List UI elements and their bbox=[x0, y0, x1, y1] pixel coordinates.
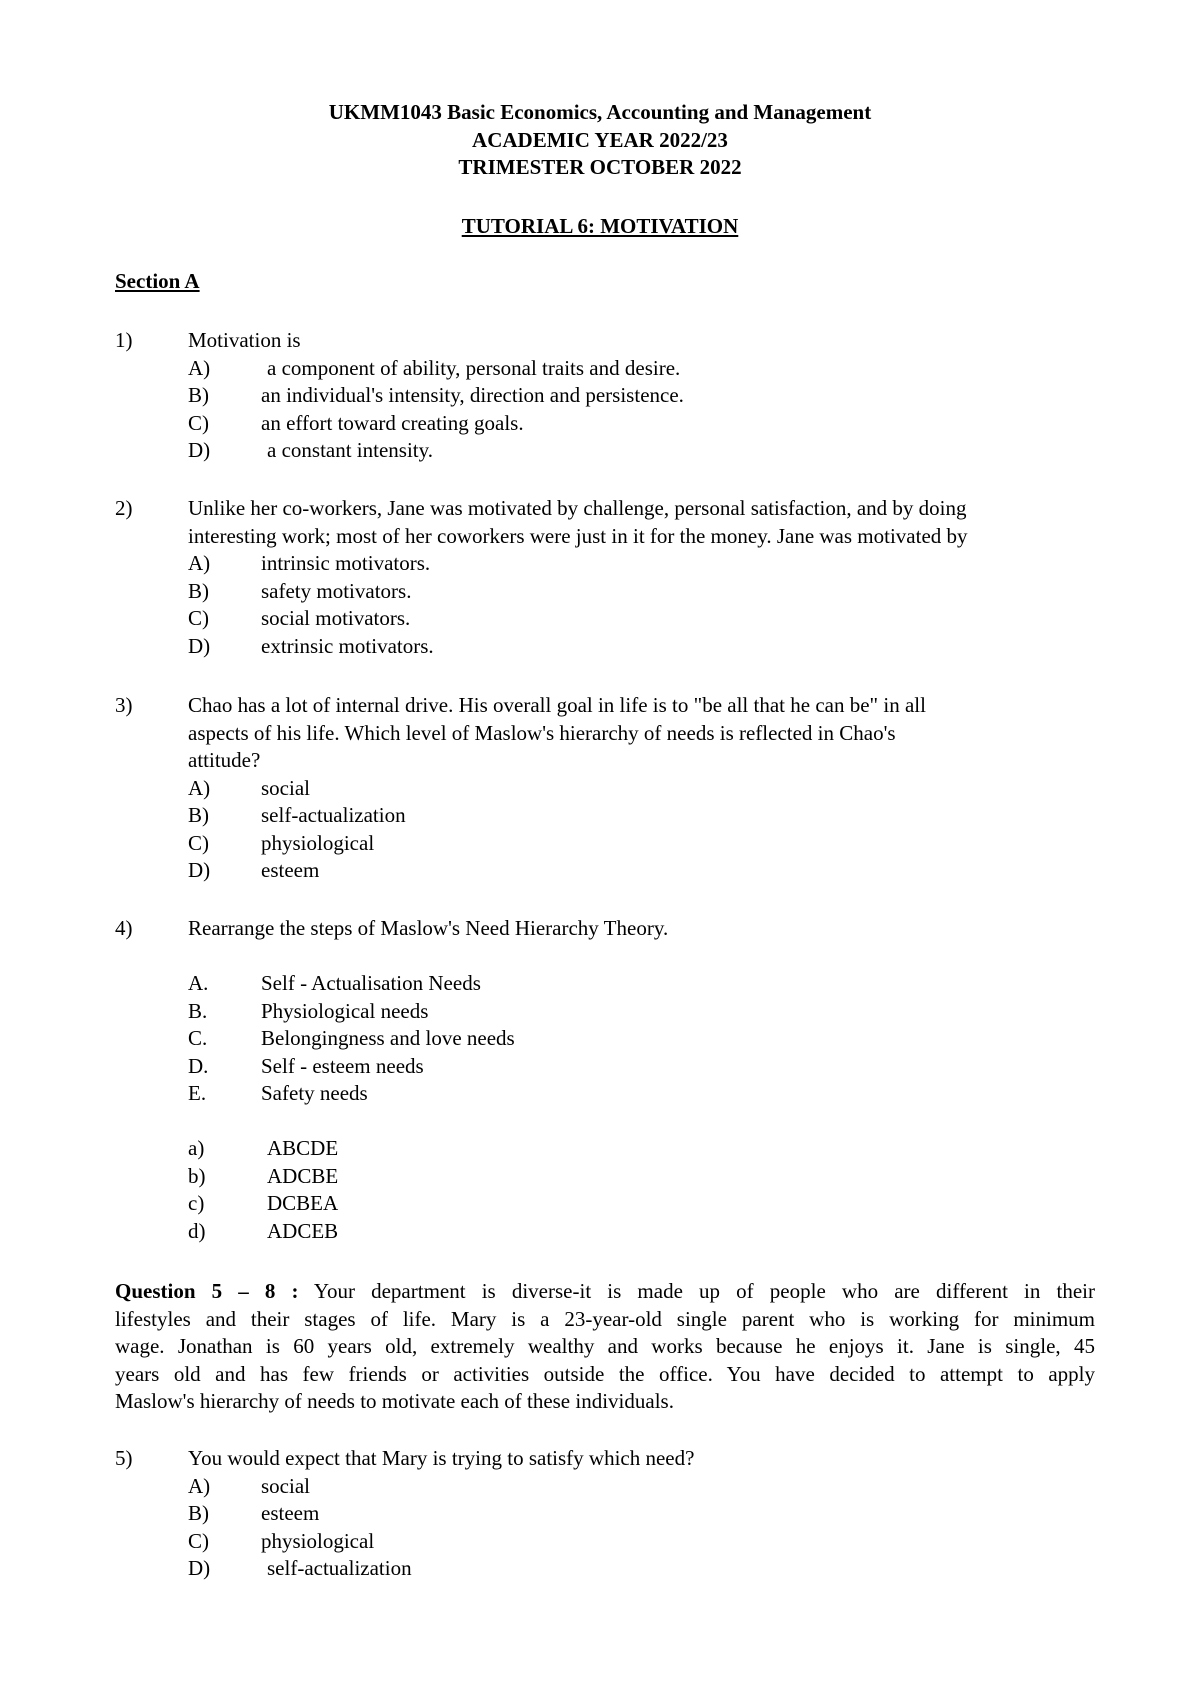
option-text: a component of ability, personal traits and desire. bbox=[267, 355, 681, 380]
question-text-line-3: attitude? bbox=[188, 748, 261, 772]
question-5 bbox=[115, 1445, 1095, 1583]
question-3 bbox=[115, 692, 1095, 885]
question-number: 4) bbox=[115, 916, 133, 940]
option-label: B) bbox=[188, 1501, 209, 1525]
option-label: C) bbox=[188, 606, 209, 630]
option-text: an individual's intensity, direction and persistence. bbox=[261, 383, 684, 407]
option-text: social motivators. bbox=[261, 606, 411, 630]
option-text: physiological bbox=[261, 1528, 375, 1553]
option-label: a) bbox=[188, 1136, 205, 1160]
option-text: an effort toward creating goals. bbox=[261, 410, 524, 435]
step-text: Self - esteem needs bbox=[261, 1053, 424, 1078]
scenario-line-1: Your department is diverse-it is made up of people who are different in their bbox=[313, 1279, 1095, 1303]
option-a bbox=[188, 1473, 1095, 1501]
option-label: D) bbox=[188, 438, 211, 462]
option-d bbox=[188, 857, 1095, 885]
scenario-line-5: Maslow's hierarchy of needs to motivate each of these individuals. bbox=[115, 1389, 674, 1413]
maslow-steps bbox=[188, 970, 1095, 1108]
option-d bbox=[188, 633, 1095, 661]
option-text: ABCDE bbox=[267, 1136, 339, 1160]
option-label: D) bbox=[188, 1556, 211, 1580]
step-label: A. bbox=[188, 971, 209, 995]
option-a bbox=[188, 355, 1095, 383]
option-b bbox=[188, 802, 1095, 830]
question-text: Motivation is bbox=[188, 328, 301, 352]
step-text: Physiological needs bbox=[261, 998, 429, 1023]
step-text: Safety needs bbox=[261, 1081, 368, 1105]
step-label: B. bbox=[188, 998, 208, 1023]
option-a bbox=[188, 775, 1095, 803]
scenario-line-3: wage. Jonathan is 60 years old, extremely wealthy and works because he enjoys it. Jane is single, 45 bbox=[115, 1334, 1095, 1358]
step-b bbox=[188, 998, 1095, 1026]
option-label: d) bbox=[188, 1218, 206, 1243]
step-d bbox=[188, 1053, 1095, 1081]
option-c bbox=[188, 830, 1095, 858]
question-text-line-2: interesting work; most of her coworkers were just in it for the money. Jane was motivated by bbox=[188, 523, 968, 548]
option-text: esteem bbox=[261, 858, 320, 882]
trimester: TRIMESTER OCTOBER 2022 bbox=[458, 155, 742, 179]
question-text: You would expect that Mary is trying to satisfy which need? bbox=[188, 1446, 695, 1470]
option-text: intrinsic motivators. bbox=[261, 551, 431, 575]
step-label: E. bbox=[188, 1081, 207, 1105]
option-text: extrinsic motivators. bbox=[261, 633, 434, 658]
answer-options bbox=[188, 1135, 1095, 1245]
option-text: self-actualization bbox=[267, 1556, 412, 1580]
option-label: A) bbox=[188, 775, 211, 800]
option-label: A) bbox=[188, 1473, 211, 1498]
step-c bbox=[188, 1025, 1095, 1053]
question-4 bbox=[115, 915, 1095, 1245]
scenario-line-4: years old and has few friends or activities outside the office. You have decided to attempt to apply bbox=[115, 1361, 1095, 1386]
option-a bbox=[188, 550, 1095, 578]
question-text-line-1: Chao has a lot of internal drive. His overall goal in life is to "be all that he can be" in all bbox=[188, 693, 926, 717]
option-a bbox=[188, 1135, 1095, 1163]
document-header bbox=[0, 99, 1200, 182]
step-e bbox=[188, 1080, 1095, 1108]
step-label: C. bbox=[188, 1026, 208, 1050]
scenario-lead: Question 5 – 8 : bbox=[115, 1279, 299, 1303]
option-label: B) bbox=[188, 383, 209, 407]
question-text-line-2: aspects of his life. Which level of Maslow's hierarchy of needs is reflected in Chao's bbox=[188, 720, 896, 745]
step-label: D. bbox=[188, 1053, 209, 1078]
option-d bbox=[188, 437, 1095, 465]
option-label: C) bbox=[188, 1528, 209, 1553]
option-text: social bbox=[261, 775, 310, 800]
option-c bbox=[188, 605, 1095, 633]
option-label: A) bbox=[188, 355, 211, 380]
option-text: ADCEB bbox=[267, 1218, 339, 1243]
tutorial-title: TUTORIAL 6: MOTIVATION bbox=[461, 214, 739, 238]
option-c bbox=[188, 1528, 1095, 1556]
option-c bbox=[188, 410, 1095, 438]
option-label: C) bbox=[188, 830, 209, 855]
option-label: D) bbox=[188, 858, 211, 882]
option-text: safety motivators. bbox=[261, 578, 412, 603]
option-text: self-actualization bbox=[261, 803, 406, 827]
question-number: 1) bbox=[115, 328, 133, 352]
question-2 bbox=[115, 495, 1095, 660]
option-label: B) bbox=[188, 578, 209, 603]
question-number: 3) bbox=[115, 693, 133, 717]
step-text: Belongingness and love needs bbox=[261, 1026, 515, 1050]
question-number: 5) bbox=[115, 1446, 133, 1470]
option-label: A) bbox=[188, 551, 211, 575]
question-number: 2) bbox=[115, 496, 133, 520]
option-d bbox=[188, 1555, 1095, 1583]
question-1 bbox=[115, 327, 1095, 465]
option-text: DCBEA bbox=[267, 1191, 339, 1215]
option-b bbox=[188, 1163, 1095, 1191]
scenario-line-2: lifestyles and their stages of life. Mary is a 23-year-old single parent who is working for minimum bbox=[115, 1306, 1095, 1331]
course-title: UKMM1043 Basic Economics, Accounting and Management bbox=[328, 100, 872, 124]
option-label: c) bbox=[188, 1191, 205, 1215]
option-text: esteem bbox=[261, 1501, 320, 1525]
option-label: b) bbox=[188, 1163, 206, 1188]
option-text: social bbox=[261, 1473, 310, 1498]
option-label: B) bbox=[188, 803, 209, 827]
option-b bbox=[188, 1500, 1095, 1528]
option-b bbox=[188, 382, 1095, 410]
question-text-line-1: Unlike her co-workers, Jane was motivated by challenge, personal satisfaction, and by doing bbox=[188, 496, 967, 520]
option-d bbox=[188, 1218, 1095, 1246]
scenario-paragraph bbox=[115, 1278, 1095, 1416]
option-label: C) bbox=[188, 410, 209, 435]
step-text: Self - Actualisation Needs bbox=[261, 971, 481, 995]
section-title: Section A bbox=[115, 269, 200, 293]
option-text: a constant intensity. bbox=[267, 438, 434, 462]
question-text: Rearrange the steps of Maslow's Need Hierarchy Theory. bbox=[188, 916, 669, 940]
option-c bbox=[188, 1190, 1095, 1218]
option-b bbox=[188, 578, 1095, 606]
option-label: D) bbox=[188, 633, 211, 658]
step-a bbox=[188, 970, 1095, 998]
option-text: ADCBE bbox=[267, 1163, 339, 1188]
option-text: physiological bbox=[261, 830, 375, 855]
academic-year: ACADEMIC YEAR 2022/23 bbox=[472, 127, 728, 152]
